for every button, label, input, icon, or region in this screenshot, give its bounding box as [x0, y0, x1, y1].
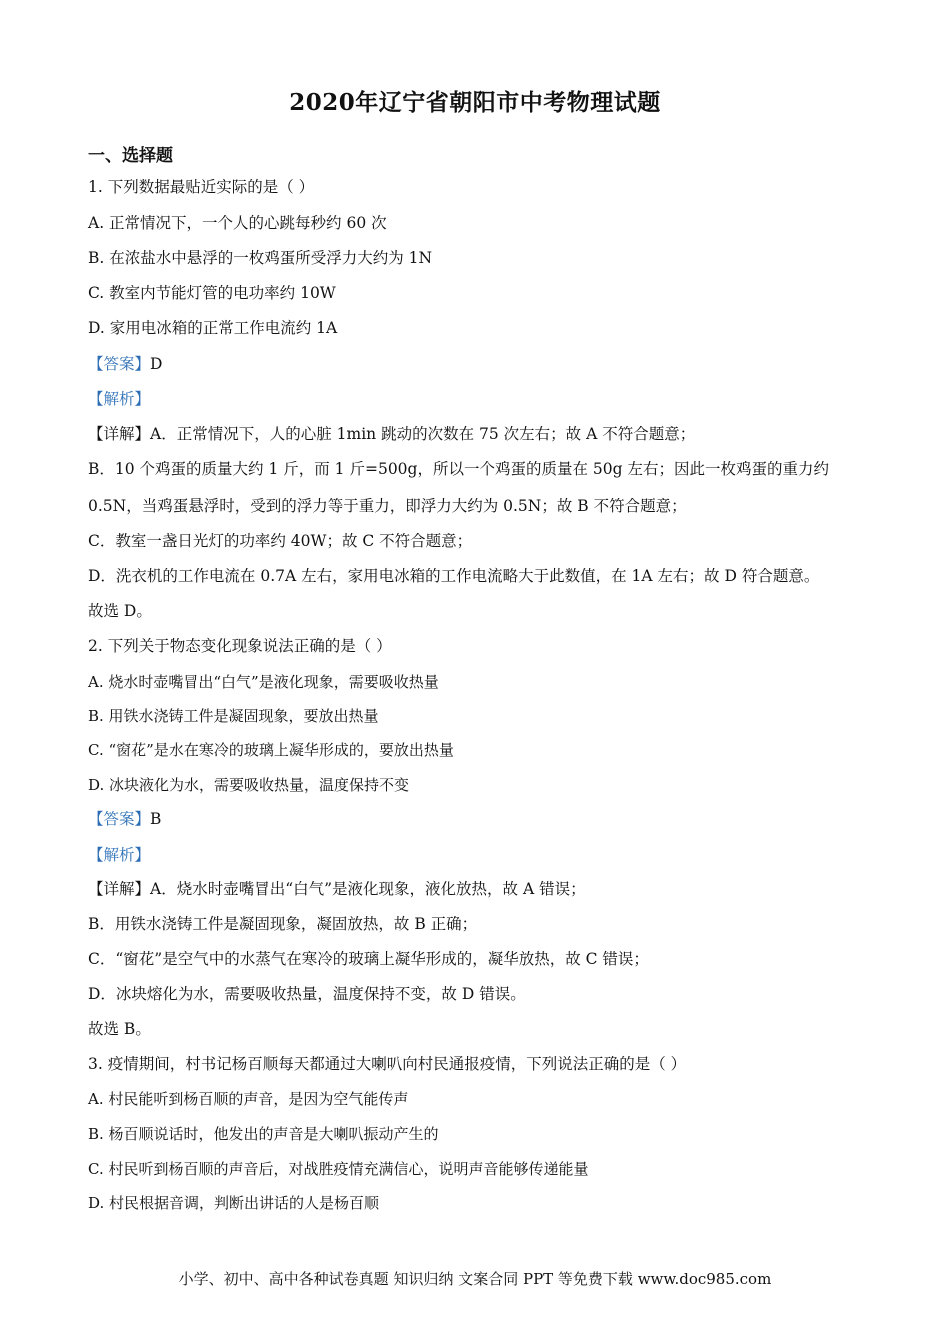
- question-3-option-a: A. 村民能听到杨百顺的声音，是因为空气能传声: [88, 1090, 409, 1108]
- question-2-detail-3: C．“窗花”是空气中的水蒸气在寒冷的玻璃上凝华形成的，凝华放热，故 C 错误；: [88, 950, 649, 968]
- question-2-option-b: B. 用铁水浇铸工件是凝固现象，要放出热量: [88, 707, 379, 725]
- question-2-answer: [88, 809, 161, 829]
- question-1-option-b: B. 在浓盐水中悬浮的一枚鸡蛋所受浮力大约为 1N: [88, 249, 433, 267]
- question-2-conclusion: 故选 B。: [88, 1020, 151, 1038]
- question-3-option-d: D. 村民根据音调，判断出讲话的人是杨百顺: [88, 1194, 380, 1212]
- question-3-option-c: C. 村民听到杨百顺的声音后，对战胜疫情充满信心，说明声音能够传递能量: [88, 1160, 589, 1178]
- question-2-option-a: A. 烧水时壶嘴冒出“白气”是液化现象，需要吸收热量: [88, 673, 439, 691]
- question-1-option-d: D. 家用电冰箱的正常工作电流约 1A: [88, 319, 338, 337]
- detail-tag: 【详解】: [88, 880, 151, 898]
- question-1-detail-1: 【详解】A．正常情况下，人的心脏 1min 跳动的次数在 75 次左右；故 A 不符合题意；: [88, 425, 696, 443]
- question-2-detail-2: B．用铁水浇铸工件是凝固现象，凝固放热，故 B 正确；: [88, 915, 478, 933]
- question-2-option-c: C. “窗花”是水在寒冷的玻璃上凝华形成的，要放出热量: [88, 741, 454, 759]
- question-2-detail-4: D．冰块熔化为水，需要吸收热量，温度保持不变，故 D 错误。: [88, 985, 526, 1003]
- question-2-option-d: D. 冰块液化为水，需要吸收热量，温度保持不变: [88, 776, 410, 794]
- question-1-answer: [88, 354, 162, 374]
- question-1-detail-4: C．教室一盏日光灯的功率约 40W；故 C 不符合题意；: [88, 532, 473, 550]
- question-3-stem: 3. 疫情期间，村书记杨百顺每天都通过大喇叭向村民通报疫情，下列说法正确的是（ ）: [88, 1055, 687, 1073]
- question-1-option-a: A. 正常情况下，一个人的心跳每秒约 60 次: [88, 214, 387, 232]
- answer-tag: 【答案】: [88, 810, 151, 828]
- question-2-detail-1: 【详解】A．烧水时壶嘴冒出“白气”是液化现象，液化放热，故 A 错误；: [88, 880, 586, 898]
- page-title: 2020年辽宁省朝阳市中考物理试题: [289, 89, 661, 116]
- page-footer: 小学、初中、高中各种试卷真题 知识归纳 文案合同 PPT 等免费下载 www.doc985.com: [178, 1270, 772, 1288]
- answer-value: B: [150, 810, 162, 828]
- question-1-conclusion: 故选 D。: [88, 602, 152, 620]
- answer-value: D: [150, 355, 163, 373]
- question-1-detail-3: 0.5N，当鸡蛋悬浮时，受到的浮力等于重力，即浮力大约为 0.5N；故 B 不符合题意；: [88, 497, 687, 515]
- question-3-option-b: B. 杨百顺说话时，他发出的声音是大喇叭振动产生的: [88, 1125, 439, 1143]
- question-1-option-c: C. 教室内节能灯管的电功率约 10W: [88, 284, 336, 302]
- question-1-detail-2: B．10 个鸡蛋的质量大约 1 斤，而 1 斤=500g，所以一个鸡蛋的质量在 50g 左右；因此一枚鸡蛋的重力约: [88, 460, 829, 478]
- question-1-stem: 1. 下列数据最贴近实际的是（ ）: [88, 178, 315, 196]
- answer-tag: 【答案】: [88, 355, 151, 373]
- question-1-detail-5: D．洗衣机的工作电流在 0.7A 左右，家用电冰箱的工作电流略大于此数值，在 1A 左右；故 D 符合题意。: [88, 567, 820, 585]
- question-2-stem: 2. 下列关于物态变化现象说法正确的是（ ）: [88, 637, 392, 655]
- question-2-analysis-tag: 【解析】: [88, 846, 151, 864]
- section-heading: 一、选择题: [88, 146, 173, 166]
- detail-tag: 【详解】: [88, 425, 151, 443]
- question-1-analysis-tag: 【解析】: [88, 390, 151, 408]
